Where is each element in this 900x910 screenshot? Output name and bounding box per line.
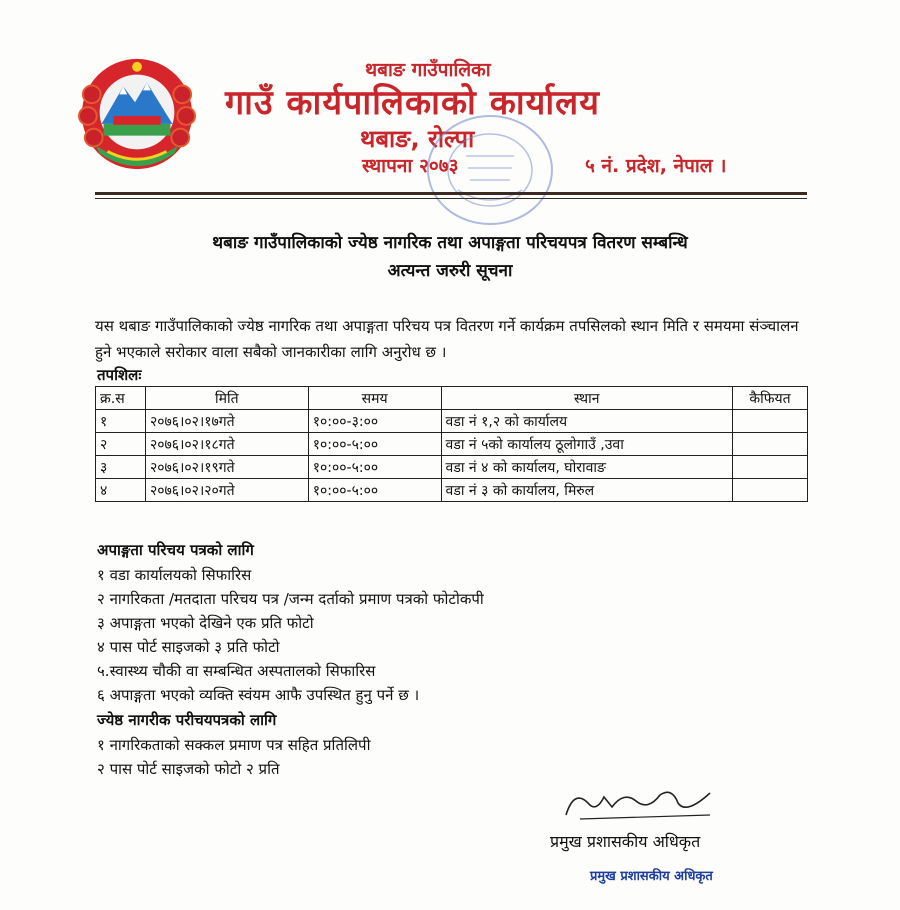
cell-remarks [733, 456, 808, 479]
header-remarks: कैफियत [733, 387, 808, 410]
signatory-seal: प्रमुख प्रशासकीय अधिकृत [590, 869, 713, 884]
table-row [96, 433, 808, 456]
province-label: ५ नं. प्रदेश, नेपाल । [585, 155, 727, 177]
cell-time: १०:००-५:०० [308, 479, 441, 502]
nepal-emblem-icon [78, 55, 196, 173]
office-title: गाउँ कार्यपालिकाको कार्यालय [225, 83, 600, 123]
table-row [96, 410, 808, 433]
schedule-label: तपशिलः [97, 366, 142, 384]
cell-remarks [733, 410, 808, 433]
office-stamp-icon [418, 110, 568, 232]
cell-sn: १ [96, 410, 146, 433]
signature-icon [560, 785, 720, 825]
notice-subtitle: अत्यन्त जरुरी सूचना [387, 261, 513, 281]
table-row [96, 456, 808, 479]
cell-date: २०७६।०२।१८गते [145, 433, 308, 456]
list-item: ५.स्वास्थ्य चौकी वा सम्बन्धित अस्पतालको सिफारिस [97, 662, 376, 680]
list-item: २ नागरिकता /मतदाता परिचय पत्र /जन्म दर्ताको प्रमाण पत्रको फोटोकपी [97, 590, 484, 608]
header-rule-thick [95, 192, 807, 195]
cell-date: २०७६।०२।२०गते [145, 479, 308, 502]
cell-location: वडा नं ३ को कार्यालय, मिरुल [441, 479, 732, 502]
header-date: मिति [145, 387, 308, 410]
cell-sn: ४ [96, 479, 146, 502]
cell-time: १०:००-३:०० [308, 410, 441, 433]
list-item: ३ अपाङ्गता भएको देखिने एक प्रति फोटो [97, 614, 314, 632]
cell-date: २०७६।०२।१७गते [145, 410, 308, 433]
cell-location: वडा नं १,२ को कार्यालय [441, 410, 732, 433]
cell-location: वडा नं ५को कार्यालय ठूलोगाउँ ,उवा [441, 433, 732, 456]
cell-location: वडा नं ४ को कार्यालय, घोरावाङ [441, 456, 732, 479]
disability-heading: अपाङ्गता परिचय पत्रको लागि [97, 541, 254, 559]
cell-date: २०७६।०२।१९गते [145, 456, 308, 479]
notice-title: थबाङ गाउँपालिकाको ज्येष्ठ नागरिक तथा अपाङ्गता परिचयपत्र वितरण सम्बन्धि [212, 233, 688, 253]
established-year: स्थापना २०७३ [362, 155, 459, 177]
notice-intro: यस थबाङ गाउँपालिकाको ज्येष्ठ नागरिक तथा अपाङ्गता परिचय पत्र वितरण गर्ने कार्यक्रम तपसिलको स्थान मिति र समयमा संञ्चालन हुने भएकाले सरोकार वाला सबैको जानकारीका लागि अनुरोध छ । [95, 317, 799, 361]
header-time: समय [308, 387, 441, 410]
office-location: थबाङ, रोल्पा [360, 125, 475, 153]
header-location: स्थान [441, 387, 732, 410]
schedule-table [95, 386, 808, 502]
cell-sn: ३ [96, 456, 146, 479]
signatory-title: प्रमुख प्रशासकीय अधिकृत [550, 832, 701, 851]
table-header-row [96, 387, 808, 410]
cell-time: १०:००-५:०० [308, 456, 441, 479]
table-row [96, 479, 808, 502]
cell-remarks [733, 479, 808, 502]
municipality-name: थबाङ गाउँपालिका [365, 59, 491, 81]
header-sn: क्र.स [96, 387, 146, 410]
list-item: २ पास पोर्ट साइजको फोटो २ प्रति [97, 760, 280, 778]
list-item: ४ पास पोर्ट साइजको ३ प्रति फोटो [97, 638, 280, 656]
cell-remarks [733, 433, 808, 456]
cell-time: १०:००-५:०० [308, 433, 441, 456]
senior-heading: ज्येष्ठ नागरीक परीचयपत्रको लागि [97, 711, 277, 729]
list-item: ६ अपाङ्गता भएको व्यक्ति स्वंयम आफै उपस्थित हुनु पर्ने छ । [97, 686, 420, 704]
list-item: १ वडा कार्यालयको सिफारिस [97, 566, 252, 584]
cell-sn: २ [96, 433, 146, 456]
list-item: १ नागरिकताको सक्कल प्रमाण पत्र सहित प्रतिलिपी [97, 736, 371, 754]
header-rule-thin [95, 198, 807, 199]
